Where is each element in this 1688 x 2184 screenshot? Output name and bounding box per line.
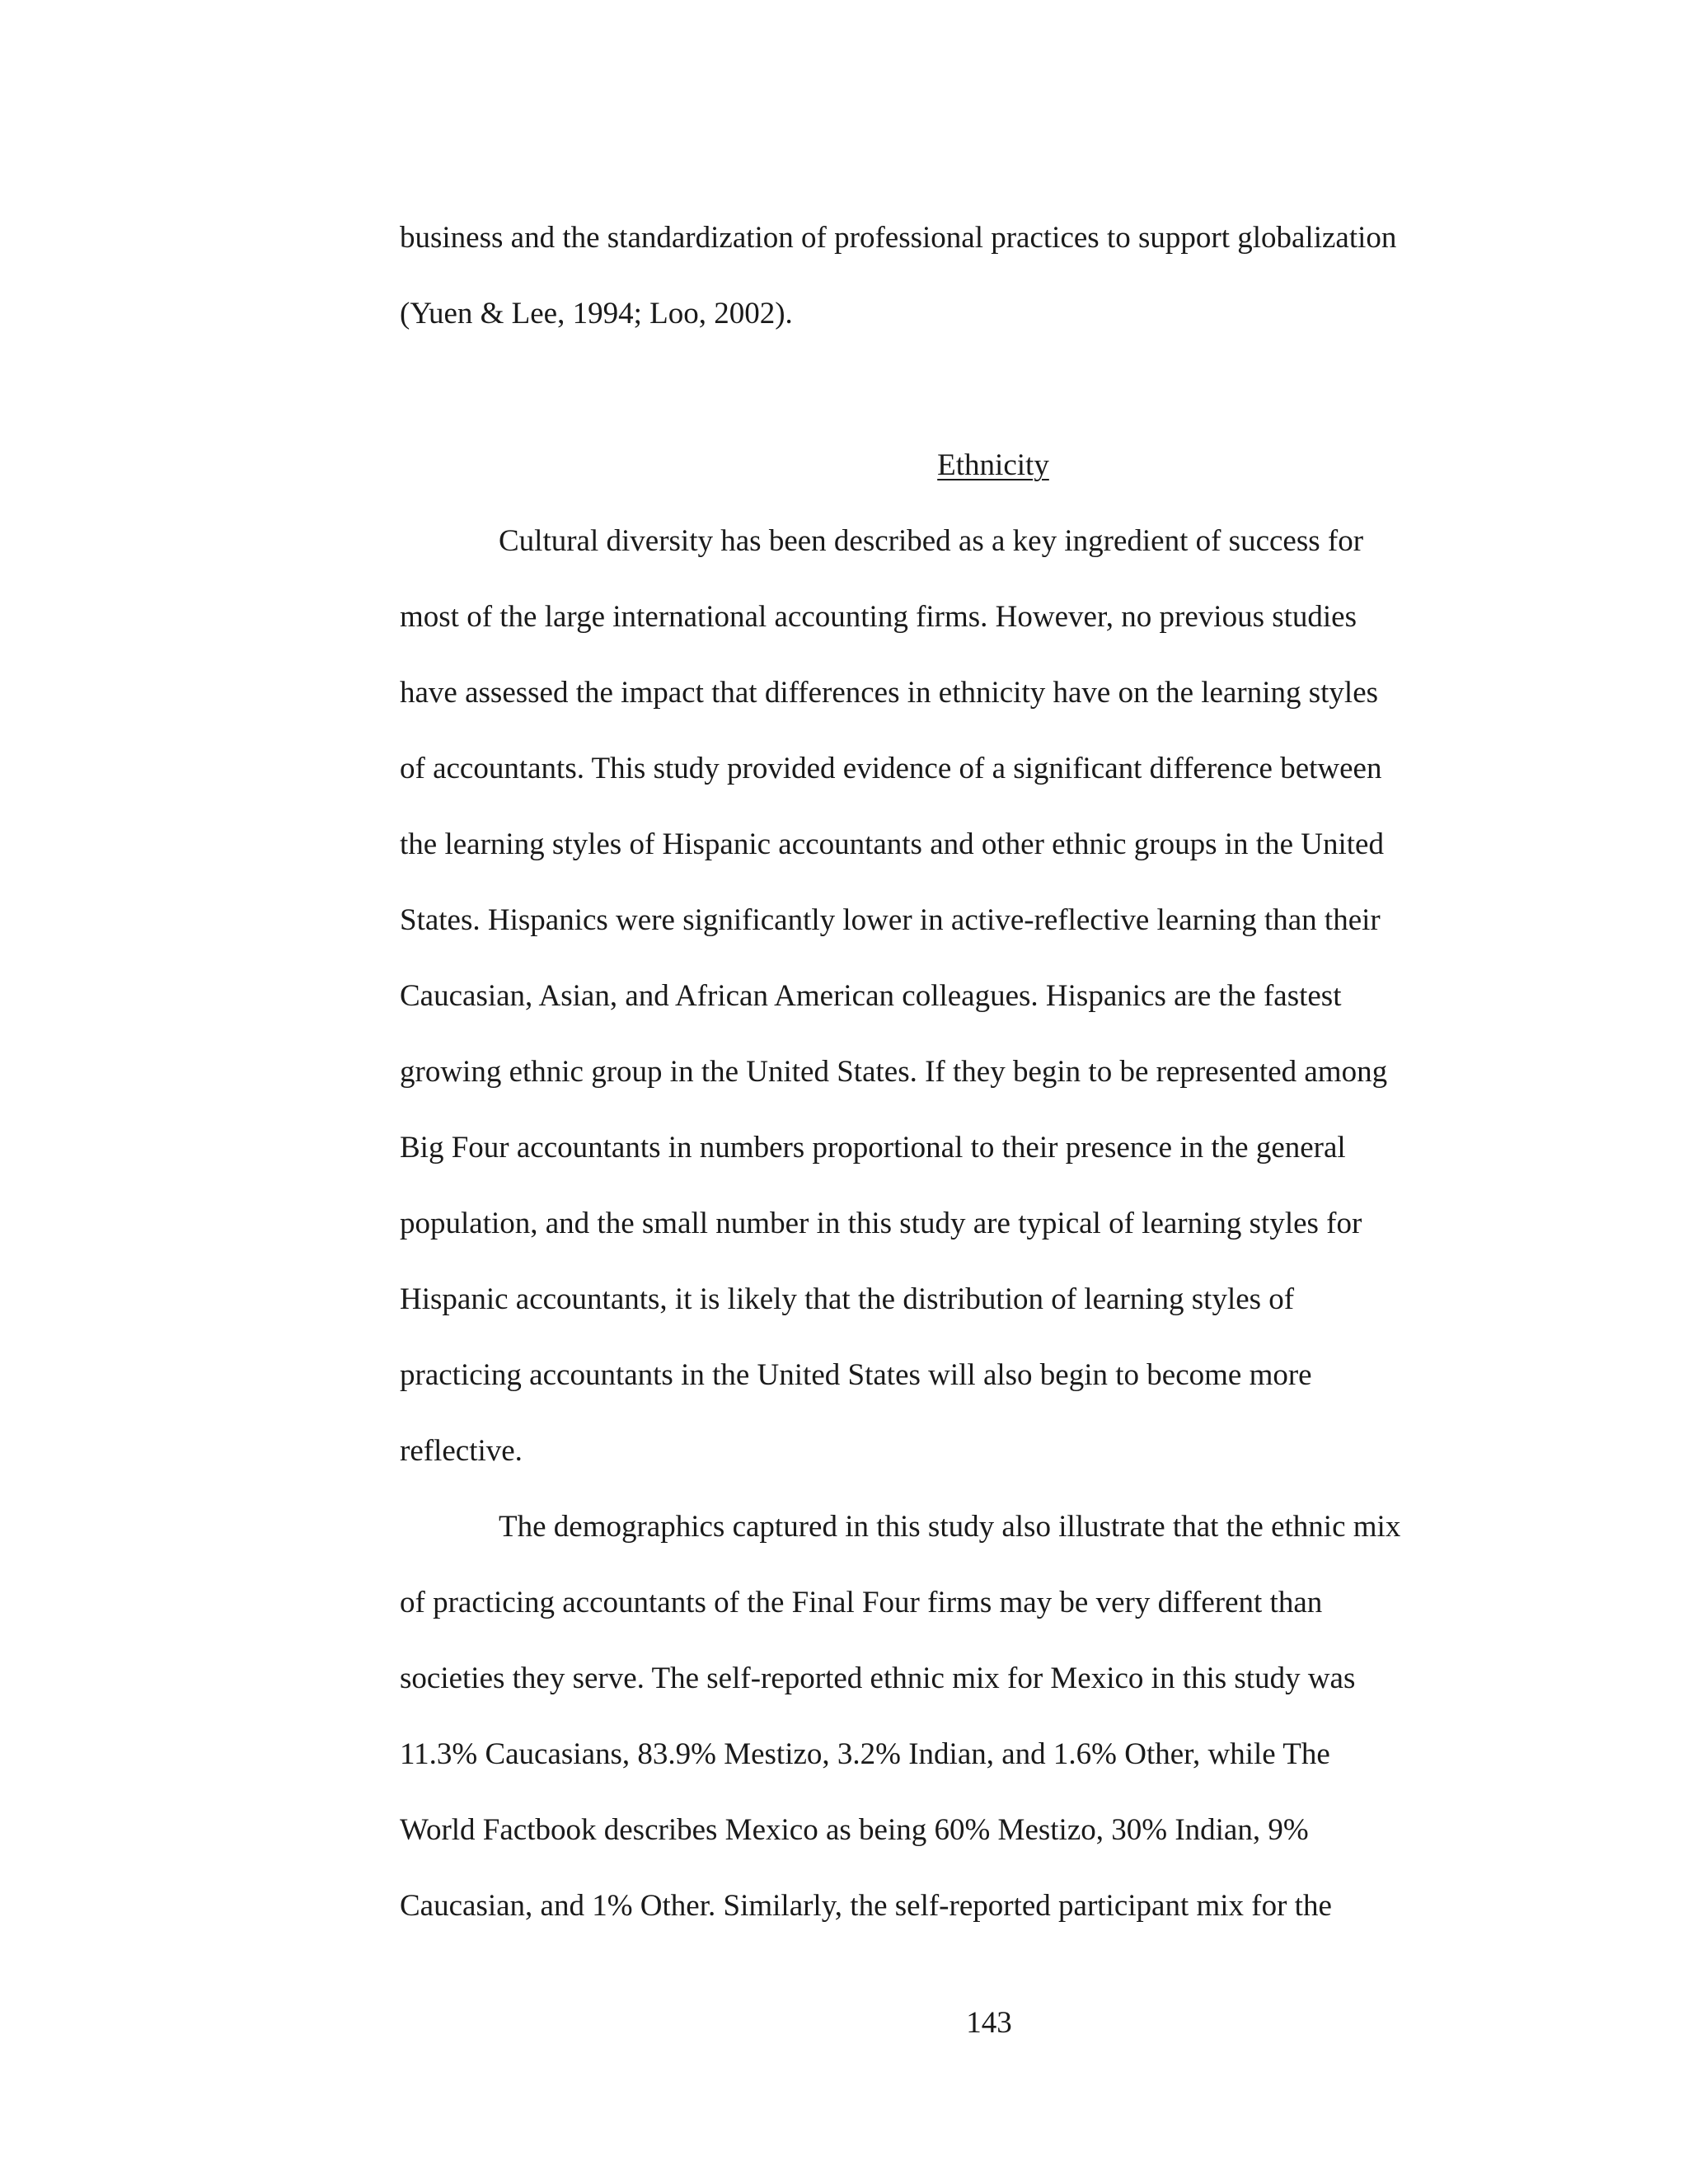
body-text-line: societies they serve. The self-reported ethnic mix for Mexico in this study was [400, 1661, 1356, 1695]
body-text-line: of accountants. This study provided evidence of a significant difference between [400, 752, 1382, 785]
body-text-line: the learning styles of Hispanic accountants and other ethnic groups in the United [400, 827, 1384, 861]
body-text-line: reflective. [400, 1434, 523, 1468]
body-text-line: practicing accountants in the United States will also begin to become more [400, 1358, 1312, 1392]
body-text-line: States. Hispanics were significantly lower in active-reflective learning than their [400, 903, 1381, 937]
body-text-line: population, and the small number in this study are typical of learning styles for [400, 1207, 1362, 1240]
section-heading [0, 447, 1688, 485]
section-heading-text: Ethnicity [937, 448, 1049, 482]
body-text-line: Big Four accountants in numbers proportional to their presence in the general [400, 1131, 1346, 1165]
body-text-line: Hispanic accountants, it is likely that the distribution of learning styles of [400, 1282, 1295, 1316]
body-text-line: (Yuen & Lee, 1994; Loo, 2002). [400, 297, 793, 330]
body-text-line: The demographics captured in this study also illustrate that the ethnic mix [499, 1510, 1401, 1544]
body-text-line: Caucasian, and 1% Other. Similarly, the self-reported participant mix for the [400, 1889, 1332, 1923]
body-text-line: have assessed the impact that differences in ethnicity have on the learning styles [400, 676, 1379, 710]
body-text-line: of practicing accountants of the Final Four firms may be very different than [400, 1586, 1323, 1619]
body-text-line: Caucasian, Asian, and African American colleagues. Hispanics are the fastest [400, 979, 1342, 1013]
body-text-line: business and the standardization of professional practices to support globalization [400, 221, 1397, 255]
body-text-line: Cultural diversity has been described as a key ingredient of success for [499, 524, 1364, 558]
body-text-line: 11.3% Caucasians, 83.9% Mestizo, 3.2% Indian, and 1.6% Other, while The [400, 1737, 1330, 1771]
body-text-line: most of the large international accounting firms. However, no previous studies [400, 600, 1357, 634]
page-number: 143 [966, 2006, 1012, 2040]
body-text-line: World Factbook describes Mexico as being 60% Mestizo, 30% Indian, 9% [400, 1813, 1309, 1847]
body-text-line: growing ethnic group in the United States. If they begin to be represented among [400, 1055, 1388, 1089]
